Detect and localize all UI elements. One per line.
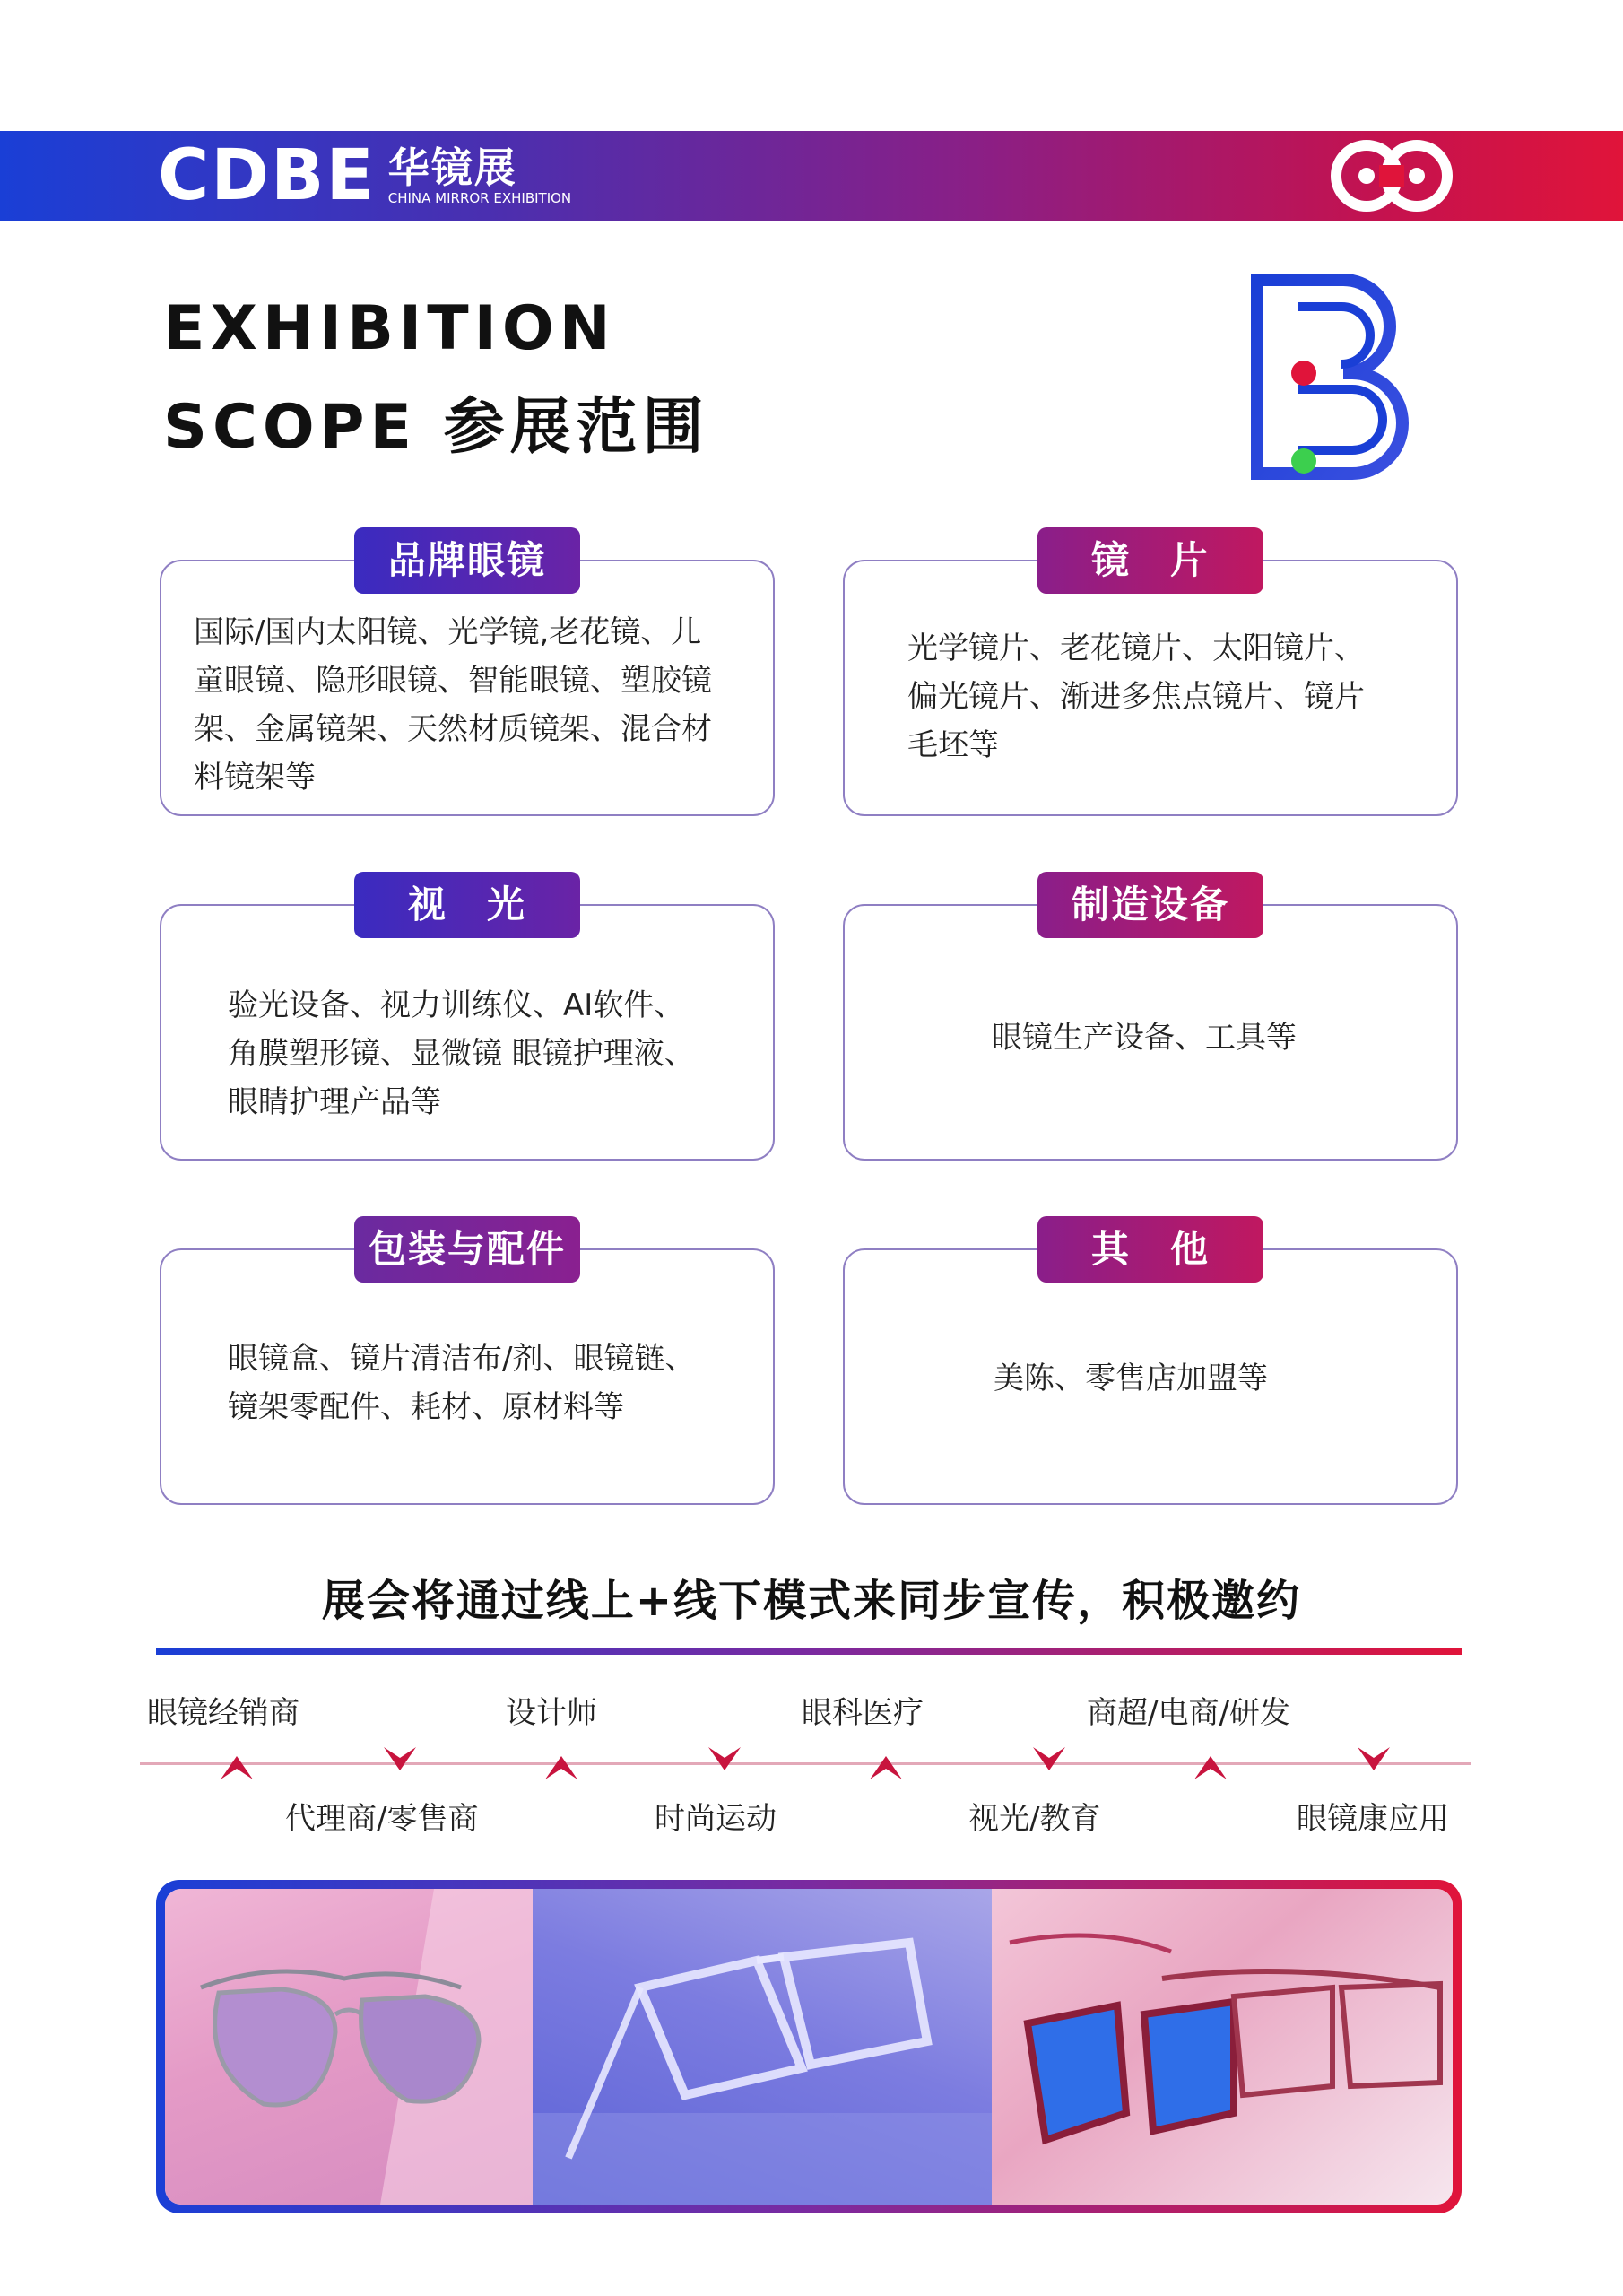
- timeline-label-bottom: 眼镜康应用: [1297, 1801, 1449, 1837]
- cc-logo-icon: [1329, 138, 1454, 213]
- category-card-lenses: [843, 538, 1458, 816]
- photo-sunglasses: [165, 1889, 533, 2205]
- timeline-label-top: 眼镜经销商: [147, 1695, 299, 1731]
- timeline-line: [140, 1762, 1471, 1765]
- category-card-packaging: [160, 1227, 775, 1505]
- description-line: 美陈、零售店加盟等: [994, 1361, 1268, 1396]
- photo-strip-inner: [165, 1889, 1453, 2205]
- description-line: 架、金属镜架、天然材质镜架、混合材: [194, 711, 712, 747]
- brand-en-name: CHINA MIRROR EXHIBITION: [387, 190, 572, 206]
- b-logo-icon: [1245, 269, 1424, 484]
- category-description: [228, 981, 695, 1126]
- description-line: 毛坯等: [907, 727, 999, 763]
- category-tag: 其 他: [1037, 1216, 1263, 1283]
- category-description: [994, 1354, 1268, 1403]
- timeline-label-top: 眼科医疗: [802, 1695, 924, 1731]
- brand-cn-name: 华镜展: [387, 144, 517, 192]
- description-line: 眼镜盒、镜片清洁布/剂、眼镜链、: [228, 1341, 696, 1377]
- category-card-optometry: [160, 883, 775, 1161]
- clip-on-glasses-illustration: [992, 1889, 1453, 2205]
- category-tag: 镜 片: [1037, 527, 1263, 594]
- category-card-others: [843, 1227, 1458, 1505]
- clear-glasses-illustration: [533, 1889, 992, 2205]
- chevron-up-icon: [1191, 1751, 1230, 1781]
- title-line-2: SCOPE 参展范围: [163, 392, 709, 463]
- category-card-brand-eyewear: [160, 538, 775, 816]
- header-banner: [0, 131, 1623, 221]
- description-line: 料镜架等: [194, 760, 316, 796]
- category-tag: 品牌眼镜: [354, 527, 580, 594]
- brand-cn-block: [388, 145, 571, 206]
- brand-latin: CDBE: [158, 135, 376, 216]
- timeline-label-top: 设计师: [506, 1695, 597, 1731]
- chevron-down-icon: [380, 1745, 420, 1776]
- photo-strip: [156, 1880, 1462, 2213]
- description-line: 偏光镜片、渐进多焦点镜片、镜片: [907, 679, 1365, 715]
- brand-logo: [158, 136, 571, 215]
- description-line: 验光设备、视力训练仪、AI软件、: [228, 987, 685, 1023]
- category-description: [228, 1335, 695, 1431]
- chevron-up-icon: [217, 1751, 256, 1781]
- timeline-label-bottom: 视光/教育: [968, 1801, 1101, 1837]
- chevron-down-icon: [1029, 1745, 1069, 1776]
- category-card-manufacturing: [843, 883, 1458, 1161]
- description-line: 国际/国内太阳镜、光学镜,老花镜、儿: [194, 614, 702, 650]
- category-tag: 制造设备: [1037, 872, 1263, 938]
- chevron-down-icon: [705, 1745, 744, 1776]
- chevron-up-icon: [542, 1751, 581, 1781]
- description-line: 镜架零配件、耗材、原材料等: [228, 1389, 624, 1425]
- slogan: 展会将通过线上+线下模式来同步宣传，积极邀约: [321, 1576, 1302, 1626]
- photo-clip-on-glasses: [992, 1889, 1453, 2205]
- timeline-label-bottom: 时尚运动: [655, 1801, 777, 1837]
- category-tag: 包装与配件: [354, 1216, 580, 1283]
- description-line: 童眼镜、隐形眼镜、智能眼镜、塑胶镜: [194, 663, 712, 699]
- slogan-divider: [156, 1648, 1462, 1655]
- description-line: 光学镜片、老花镜片、太阳镜片、: [907, 631, 1365, 666]
- chevron-down-icon: [1354, 1745, 1393, 1776]
- description-line: 角膜塑形镜、显微镜 眼镜护理液、: [228, 1036, 695, 1072]
- category-description: [907, 624, 1365, 770]
- page-title: [163, 280, 709, 477]
- timeline-label-bottom: 代理商/零售商: [285, 1801, 479, 1837]
- category-tag: 视 光: [354, 872, 580, 938]
- aviator-sunglasses-illustration: [165, 1889, 533, 2205]
- photo-clear-frames: [533, 1889, 992, 2205]
- category-description: [194, 608, 712, 802]
- title-line-1: EXHIBITION: [163, 293, 616, 364]
- chevron-up-icon: [866, 1751, 906, 1781]
- description-line: 眼镜生产设备、工具等: [992, 1020, 1297, 1056]
- timeline-label-top: 商超/电商/研发: [1087, 1695, 1290, 1731]
- description-line: 眼睛护理产品等: [228, 1084, 441, 1120]
- category-description: [992, 1013, 1297, 1062]
